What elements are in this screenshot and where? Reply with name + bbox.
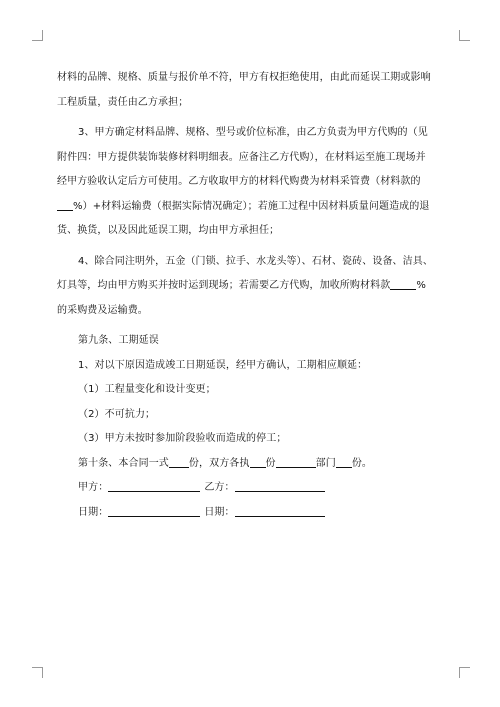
text-fragment: 份，双方各执 (188, 457, 250, 469)
text-fragment: 份 (265, 457, 276, 469)
signature-row (57, 476, 437, 501)
text-line: 1、对以下原因造成竣工日期延误，经甲方确认，工期相应顺延： (78, 359, 368, 371)
text-line: 3、甲方确定材料品牌、规格、型号或价位标准，由乙方负责为甲方代购的（见 (78, 127, 428, 138)
party-a-label: 甲方： (78, 482, 109, 493)
blank-line (336, 455, 352, 468)
crop-mark-top-right (459, 30, 470, 41)
text-fragment: %）+材料运输费（根据实际情况确定）；若施工过程中因材料质量问题造成的退 (73, 200, 430, 212)
blank-line (250, 455, 266, 468)
date-label-a: 日期： (78, 506, 109, 518)
date-line-a (108, 505, 200, 517)
text-fragment: 第十条、本合同一式 (78, 457, 169, 469)
section-heading: 第九条、工期延误 (78, 335, 159, 346)
text-line: （2）不可抗力； (78, 408, 156, 420)
party-a-signature-line (108, 480, 200, 492)
text-line (57, 274, 437, 299)
blank-line (169, 455, 189, 468)
text-fragment: 灯具等，均由甲方购买并按时运到现场；若需要乙方代购，加收所购材料款 (57, 280, 391, 291)
date-line-b (235, 505, 325, 517)
text-line: 4、除合同注明外，五金（门锁、拉手、水龙头等）、石材、瓷砖、设备、洁具、 (78, 255, 433, 267)
text-line: 的采购费及运输费。 (57, 304, 148, 316)
blank-line (57, 198, 73, 211)
text-line: 货、换货，以及因此延误工期，均由甲方承担任； (57, 225, 280, 236)
text-fragment: 份。 (351, 457, 373, 469)
crop-mark-top-left (32, 30, 43, 41)
text-line: （3）甲方未按时参加阶段验收而造成的停工； (78, 433, 287, 444)
text-line (57, 452, 437, 477)
crop-mark-bottom-left (32, 667, 43, 678)
blank-line (276, 455, 316, 468)
text-line: 材料的品牌、规格、质量与报价单不符，甲方有权拒绝使用，由此而延误工期或影响 (57, 72, 431, 83)
party-b-signature-line (235, 480, 325, 492)
text-line: 工程质量，责任由乙方承担； (57, 96, 189, 108)
date-label-b: 日期： (204, 506, 235, 518)
document-body (57, 66, 437, 525)
text-fragment: 部门 (315, 457, 336, 469)
crop-mark-bottom-right (459, 667, 470, 678)
text-line: （1）工程量变化和设计变更； (78, 384, 216, 395)
text-fragment: % (416, 280, 426, 291)
text-line (57, 195, 437, 220)
blank-line (390, 277, 416, 290)
text-line: 经甲方验收认定后方可使用。乙方收取甲方的材料代购费为材料采管费（材料款的 (57, 176, 421, 187)
date-row (57, 501, 437, 526)
text-line: 附件四：甲方提供装饰装修材料明细表。应备注乙方代购），在材料运至施工现场并 (57, 151, 426, 163)
party-b-label: 乙方： (204, 482, 235, 493)
